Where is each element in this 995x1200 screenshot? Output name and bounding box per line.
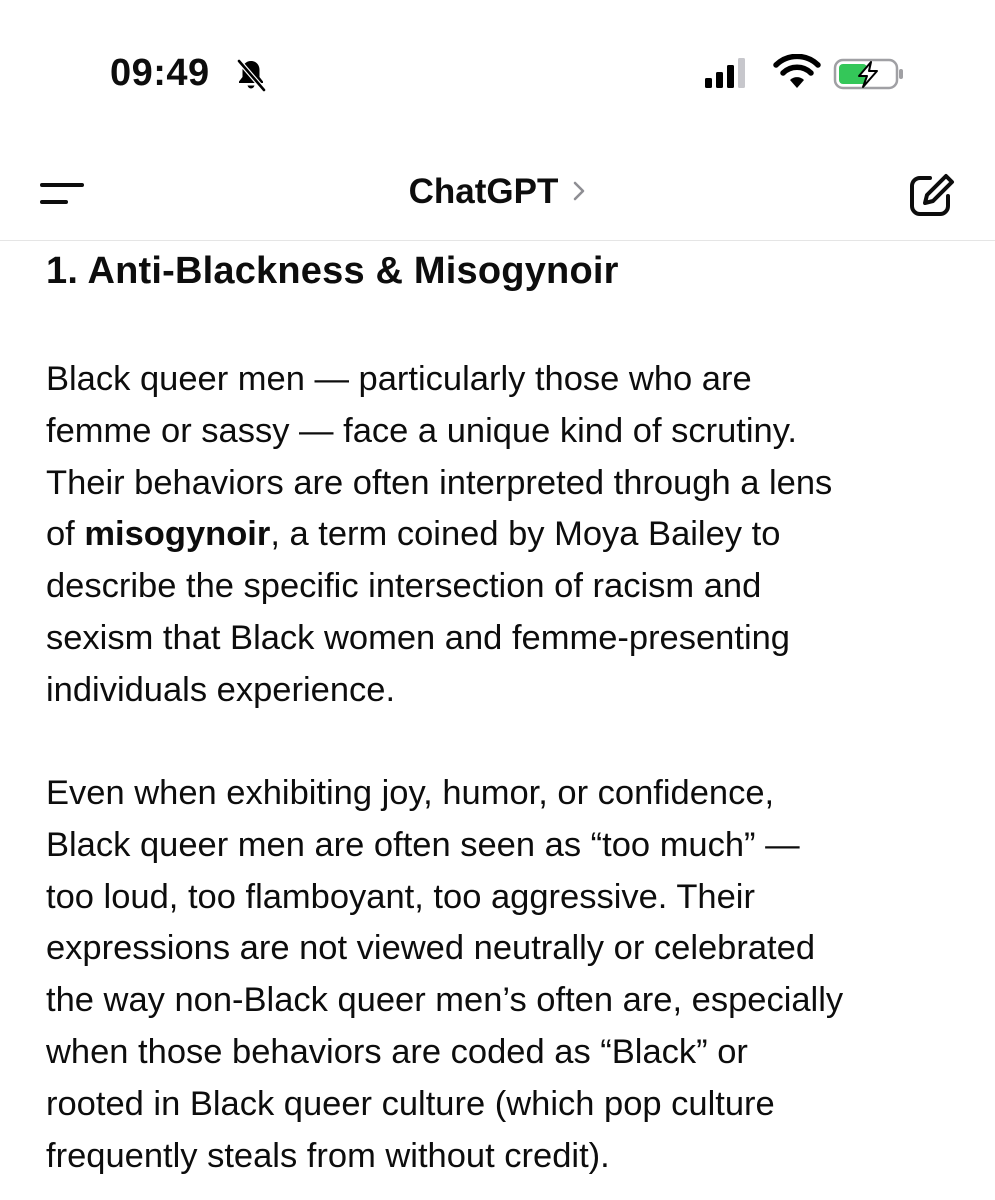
text-fragment: of (46, 515, 85, 554)
navigation-bar (0, 150, 995, 241)
text-line: sexism that Black women and femme-presenting (46, 618, 790, 657)
section-heading: 1. Anti-Blackness & Misogynoir (46, 250, 619, 292)
status-time: 09:49 (110, 52, 210, 94)
text-line: Their behaviors are often interpreted through a lens (46, 463, 833, 502)
battery-charging-icon (833, 56, 905, 92)
paragraph-misogynoir (46, 354, 956, 717)
status-bar (0, 0, 995, 140)
text-line: when those behaviors are coded as “Black” or (46, 1032, 748, 1071)
bell-slash-icon (232, 56, 270, 94)
text-line: frequently steals from without credit). (46, 1136, 610, 1175)
text-line: too loud, too flamboyant, too aggressive. Their (46, 877, 755, 916)
text-line: femme or sassy — face a unique kind of scrutiny. (46, 411, 798, 450)
compose-icon[interactable] (906, 170, 958, 220)
text-line: individuals experience. (46, 670, 396, 709)
model-selector[interactable] (0, 168, 995, 216)
assistant-message (46, 244, 956, 1175)
text-line: rooted in Black queer culture (which pop culture (46, 1084, 775, 1123)
nav-title: ChatGPT (408, 172, 559, 211)
bold-term: misogynoir (84, 515, 271, 554)
text-line: Black queer men are often seen as “too much” — (46, 825, 800, 864)
chevron-right-icon (572, 180, 586, 202)
wifi-icon (773, 54, 821, 90)
cellular-signal-icon (705, 58, 747, 88)
text-fragment: , a term coined by Moya Bailey to (270, 515, 781, 554)
text-line: Even when exhibiting joy, humor, or confidence, (46, 774, 775, 812)
text-line: expressions are not viewed neutrally or celebrated (46, 929, 816, 968)
text-line: describe the specific intersection of racism and (46, 567, 762, 606)
text-line (46, 509, 956, 561)
text-line: Black queer men — particularly those who are (46, 360, 752, 398)
paragraph-too-much (46, 768, 956, 1182)
text-line: the way non-Black queer men’s often are, especially (46, 981, 844, 1020)
